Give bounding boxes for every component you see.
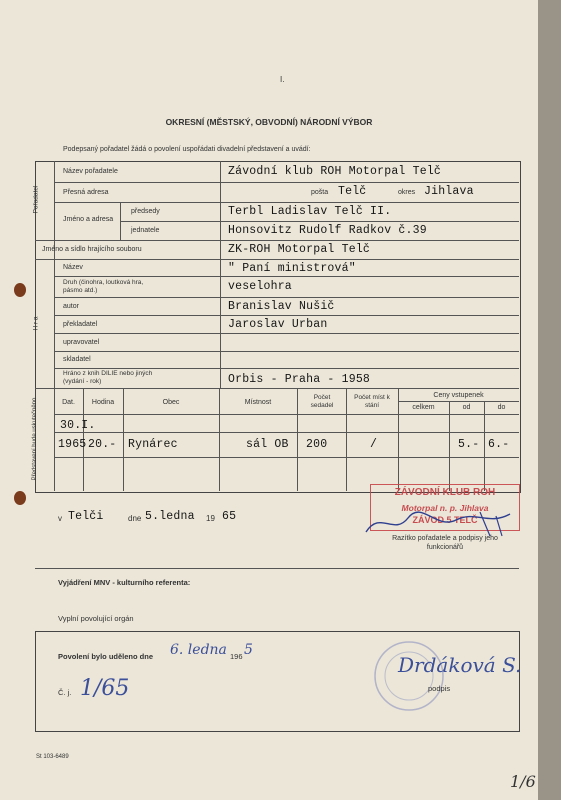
cell-obec: Rynárec bbox=[128, 438, 178, 451]
date-v: v bbox=[58, 514, 62, 523]
ceny-header: Ceny vstupenek bbox=[433, 392, 484, 399]
vyjadreni-label: Vyjádření MNV - kulturního referenta: bbox=[58, 578, 191, 587]
povoleni-year: 5 bbox=[244, 642, 253, 658]
label-upravovatel: upravovatel bbox=[63, 339, 100, 346]
razitko-caption: Razítko pořadatele a podpisy jeho funkcionářů bbox=[392, 535, 498, 551]
label-soubor: Jméno a sídlo hrajícího souboru bbox=[42, 246, 142, 253]
date-dne: dne bbox=[128, 514, 142, 523]
stamp-line3: ZÁVOD 5 TELČ bbox=[412, 515, 478, 525]
value-okres: Jihlava bbox=[424, 185, 474, 198]
col-od: od bbox=[462, 404, 471, 411]
value-nazev-poradatele: Závodní klub ROH Motorpal Telč bbox=[228, 165, 442, 178]
date-year: 65 bbox=[222, 510, 237, 523]
approval-signature: Drdáková S. bbox=[398, 653, 522, 677]
label-presna-adresa: Přesná adresa bbox=[63, 189, 109, 196]
col-do: do bbox=[497, 404, 506, 411]
date-nineteen: 19 bbox=[206, 514, 215, 523]
label-jmeno-adresa: Jméno a adresa bbox=[63, 216, 114, 223]
label-posta: pošta bbox=[311, 189, 329, 196]
roman-numeral: I. bbox=[280, 75, 285, 84]
stamp-line2: Motorpal n. p. Jihlava bbox=[401, 503, 489, 513]
label-hrano: Hráno z knih DILIE nebo jiných (vydání - rok) bbox=[63, 370, 153, 385]
col-obec: Obec bbox=[162, 399, 180, 406]
cj-value: 1/65 bbox=[80, 676, 130, 701]
povoleni-date: 6. ledna bbox=[170, 642, 227, 658]
cell-hodina: 20.- bbox=[88, 438, 117, 451]
section-poradatel: Pořadatel bbox=[32, 185, 40, 214]
section-predstaveni: Představení bude uskutečněno bbox=[32, 397, 38, 481]
col-dat: Dat. bbox=[62, 399, 75, 406]
label-druh: Druh (činohra, loutková hra, pásmo atd.) bbox=[63, 279, 144, 294]
label-skladatel: skladatel bbox=[63, 356, 91, 363]
povoleni-label: Povolení bylo uděleno dne bbox=[58, 652, 154, 661]
date-place: Telči bbox=[68, 510, 104, 523]
value-hrano: Orbis - Praha - 1958 bbox=[228, 373, 371, 386]
cell-mistnost: sál OB bbox=[246, 438, 289, 451]
cell-date-day: 30.I. bbox=[60, 419, 96, 432]
value-posta: Telč bbox=[338, 185, 367, 198]
date-day: 5.ledna bbox=[145, 510, 195, 523]
value-soubor: ZK-ROH Motorpal Telč bbox=[228, 243, 371, 256]
section-column-divider bbox=[54, 161, 55, 491]
col-celkem: celkem bbox=[412, 404, 435, 411]
col-pocet-sedadel: Počet sedadel bbox=[310, 394, 334, 409]
value-autor: Branislav Nušič bbox=[228, 300, 335, 313]
col-pocet-stani: Počet míst k stání bbox=[354, 394, 390, 409]
col-mistnost: Místnost bbox=[244, 399, 272, 406]
label-nazev-poradatele: Název pořadatele bbox=[63, 168, 118, 175]
value-jednatel: Honsovitz Rudolf Radkov č.39 bbox=[228, 224, 427, 237]
value-prekladatel: Jaroslav Urban bbox=[228, 318, 328, 331]
section-hra: H r a bbox=[32, 316, 40, 331]
value-nazev-hry: " Paní ministrová" bbox=[228, 262, 356, 275]
cell-od: 5.- bbox=[458, 438, 480, 451]
punch-hole-bottom bbox=[14, 491, 26, 505]
cj-label: Č. j. bbox=[58, 688, 72, 697]
punch-hole-top bbox=[14, 283, 26, 297]
cell-sedadel: 200 bbox=[306, 438, 328, 451]
label-value-divider bbox=[220, 161, 221, 388]
value-predseda: Terbl Ladislav Telč II. bbox=[228, 205, 392, 218]
cell-stani: / bbox=[370, 438, 378, 451]
page-number: 1/6 bbox=[510, 772, 536, 791]
povoleni-year-prefix: 196 bbox=[230, 652, 243, 661]
value-druh: veselohra bbox=[228, 280, 292, 293]
label-predsedy: předsedy bbox=[131, 208, 160, 215]
footer-code: St 103-6489 bbox=[36, 754, 69, 760]
podpis-label: podpis bbox=[428, 684, 451, 693]
intro-text: Podepsaný pořadatel žádá o povolení uspořádati divadelní představení a uvádí: bbox=[63, 146, 311, 153]
vyplni-label: Vyplní povolující orgán bbox=[58, 614, 134, 623]
label-prekladatel: překladatel bbox=[63, 321, 98, 328]
cell-do: 6.- bbox=[488, 438, 510, 451]
col-hodina: Hodina bbox=[91, 399, 115, 406]
stamp-line1: ZÁVODNÍ KLUB ROH bbox=[394, 487, 496, 498]
label-okres: okres bbox=[398, 189, 416, 196]
label-nazev: Název bbox=[63, 264, 83, 271]
cell-date-year: 1965 bbox=[58, 438, 87, 451]
label-autor: autor bbox=[63, 303, 79, 310]
label-jednatele: jednatele bbox=[131, 227, 160, 234]
form-title: OKRESNÍ (MĚSTSKÝ, OBVODNÍ) NÁRODNÍ VÝBOR bbox=[165, 117, 373, 127]
